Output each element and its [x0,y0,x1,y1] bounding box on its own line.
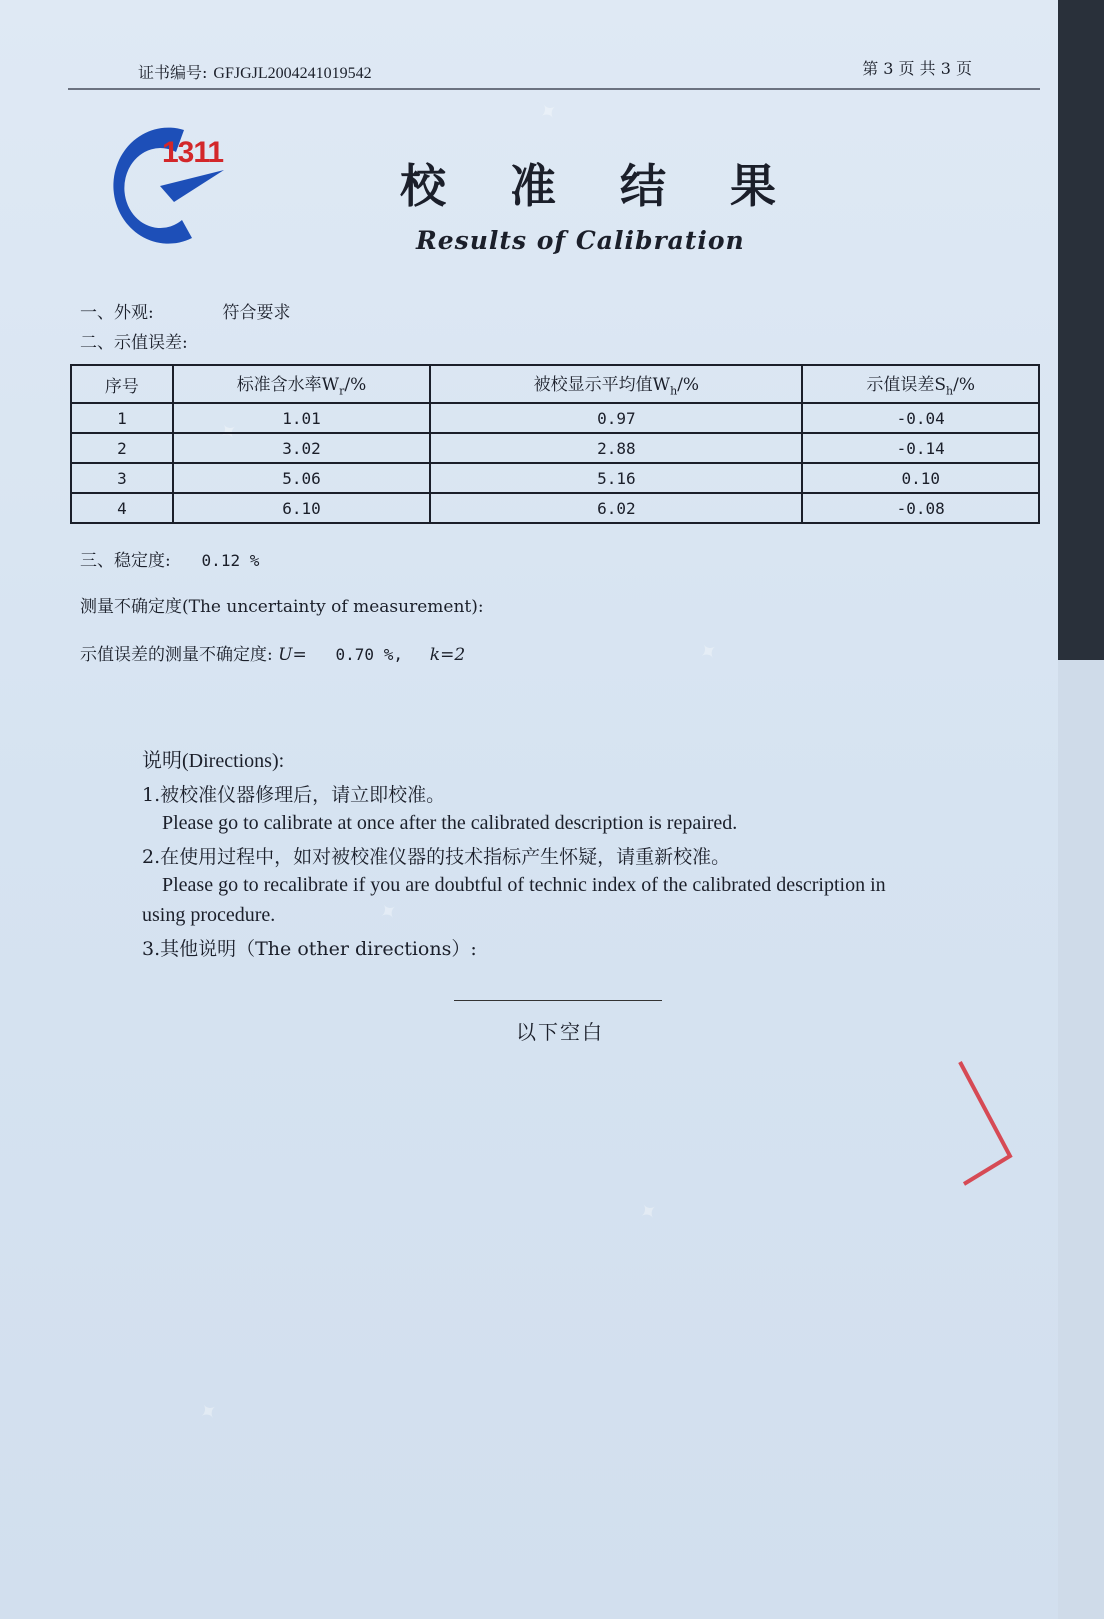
direction-item-3: 3.其他说明（The other directions）: [142,938,477,960]
directions-title: 说明(Directions): [142,750,285,772]
table-row [71,403,1039,433]
direction-item-1-en: Please go to calibrate at once after the calibrated description is repaired. [162,812,738,834]
blank-divider [454,1000,662,1001]
page-number: 第 3 页 共 3 页 [862,59,972,78]
direction-item-2-cn: 2.在使用过程中，如对被校准仪器的技术指标产生怀疑，请重新校准。 [142,846,731,868]
logo-text: 1311 [162,136,224,169]
cell-seq: 2 [71,433,173,463]
uncertainty-title: 测量不确定度(The uncertainty of measurement): [80,597,484,617]
cell-standard: 3.02 [173,433,430,463]
cell-seq: 4 [71,493,173,523]
header-error: 示值误差$S_h/\%$ [802,365,1039,403]
cell-standard: 1.01 [173,403,430,433]
cell-error: 0.10 [802,463,1039,493]
certificate-number-value: GFJGJL2004241019542 [213,65,372,82]
cell-seq: 3 [71,463,173,493]
direction-item-2-en-line2: using procedure. [142,904,276,926]
cell-seq: 1 [71,403,173,433]
cell-error: -0.14 [802,433,1039,463]
title-english: Results of Calibration [416,226,745,255]
direction-item-2-en-line1: Please go to recalibrate if you are doubtful of technic index of the calibrated description in [162,874,886,896]
certificate-number-label: 证书编号: [138,63,208,82]
calibration-table [70,364,1040,524]
uncertainty-u-value: 0.70 %, [335,645,403,664]
cell-displayed: 0.97 [430,403,802,433]
organization-logo [112,120,232,255]
uncertainty-label: 示值误差的测量不确定度: [80,645,273,665]
uncertainty-row [80,640,465,665]
stability-row [80,546,259,571]
uncertainty-u-symbol: U= [278,645,307,665]
certificate-number [138,60,372,83]
direction-item-1-cn: 1.被校准仪器修理后，请立即校准。 [142,784,446,806]
appearance-value: 符合要求 [222,303,291,323]
blank-below-text: 以下空白 [516,1020,604,1044]
table-row [71,433,1039,463]
appearance-row [80,298,291,323]
table-row [71,463,1039,493]
cell-standard: 5.06 [173,463,430,493]
light-background-edge [1058,660,1104,1619]
header-standard: 标准含水率$W_r/\%$ [173,365,430,403]
cell-displayed: 5.16 [430,463,802,493]
dark-background-edge [1058,0,1104,660]
cell-displayed: 6.02 [430,493,802,523]
table-row [71,493,1039,523]
stability-label: 三、稳定度: [80,551,171,571]
header-seq: 序号 [71,365,173,403]
title-chinese: 校 准 结 果 [400,159,801,213]
appearance-label: 一、外观: [80,303,154,323]
red-stamp-mark [950,1060,1020,1190]
error-section-label: 二、示值误差: [80,333,188,353]
cell-standard: 6.10 [173,493,430,523]
stability-value: 0.12 % [201,551,260,570]
cell-displayed: 2.88 [430,433,802,463]
header-displayed: 被校显示平均值$W_h/\%$ [430,365,802,403]
uncertainty-k-value: k=2 [429,645,466,665]
table-header-row [71,365,1039,403]
cell-error: -0.04 [802,403,1039,433]
cell-error: -0.08 [802,493,1039,523]
certificate-header [68,58,1040,90]
